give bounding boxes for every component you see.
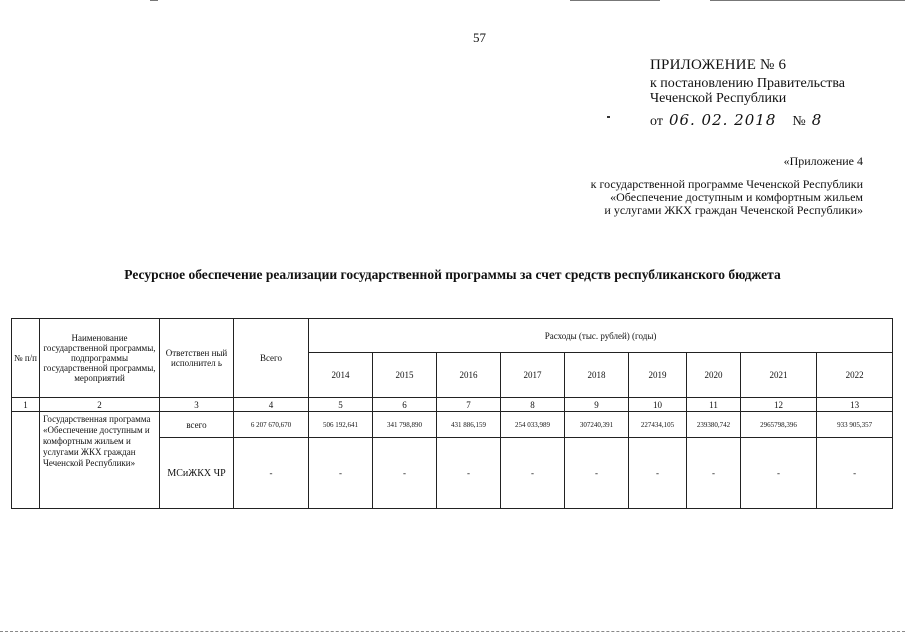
year-value: - xyxy=(817,438,893,509)
header-name: Наименование государственной программы, подпрограммы государственной программы, мероприятий xyxy=(40,319,160,398)
year-value: - xyxy=(741,438,817,509)
program-ref-line-2: к государственной программе Чеченской Республики xyxy=(590,177,863,191)
column-number: 3 xyxy=(160,398,234,412)
appendix-dateline xyxy=(650,113,845,129)
appendix-line-2: Чеченской Республики xyxy=(650,91,787,106)
column-number: 2 xyxy=(40,398,160,412)
program-ref-line-1: «Приложение 4 xyxy=(783,154,863,168)
total-value: 6 207 670,670 xyxy=(234,412,309,438)
handwritten-number: 8 xyxy=(811,111,822,129)
page-number: 57 xyxy=(473,30,486,45)
date-prefix: от xyxy=(650,114,663,129)
header-expenses: Расходы (тыс. рублей) (годы) xyxy=(309,319,893,353)
year-value: - xyxy=(309,438,373,509)
total-value: - xyxy=(234,438,309,509)
year-value: 2965798,396 xyxy=(741,412,817,438)
year-value: - xyxy=(437,438,501,509)
appendix-line-1: к постановлению Правительства xyxy=(650,76,846,91)
year-header: 2016 xyxy=(437,353,501,398)
appendix-block xyxy=(650,58,845,129)
column-number: 5 xyxy=(309,398,373,412)
scan-top-edge xyxy=(150,0,905,2)
year-header: 2015 xyxy=(373,353,437,398)
column-number: 7 xyxy=(437,398,501,412)
header-total: Всего xyxy=(234,319,309,398)
year-header: 2018 xyxy=(565,353,629,398)
year-value: 227434,105 xyxy=(629,412,687,438)
year-header: 2020 xyxy=(687,353,741,398)
year-header: 2022 xyxy=(817,353,893,398)
program-ref-line-4: и услугами ЖКХ граждан Чеченской Республики» xyxy=(604,203,863,217)
year-value: 341 798,890 xyxy=(373,412,437,438)
column-number: 11 xyxy=(687,398,741,412)
column-number: 13 xyxy=(817,398,893,412)
year-value: - xyxy=(687,438,741,509)
year-value: - xyxy=(501,438,565,509)
responsible-total: всего xyxy=(160,412,234,438)
year-header: 2019 xyxy=(629,353,687,398)
year-header: 2021 xyxy=(741,353,817,398)
responsible-ministry: МСиЖКХ ЧР xyxy=(160,438,234,509)
column-number: 1 xyxy=(12,398,40,412)
document-title: Ресурсное обеспечение реализации государственной программы за счет средств республиканского бюджета xyxy=(124,267,781,282)
program-reference xyxy=(591,155,863,217)
year-value: - xyxy=(373,438,437,509)
number-label: № xyxy=(792,114,806,129)
year-value: - xyxy=(629,438,687,509)
budget-table xyxy=(11,318,893,509)
header-responsible: Ответствен ный исполнител ь xyxy=(160,319,234,398)
column-number: 9 xyxy=(565,398,629,412)
year-value: 239380,742 xyxy=(687,412,741,438)
scan-bottom-edge xyxy=(0,631,905,634)
year-header: 2014 xyxy=(309,353,373,398)
year-value: 506 192,641 xyxy=(309,412,373,438)
year-value: 254 033,989 xyxy=(501,412,565,438)
column-number: 8 xyxy=(501,398,565,412)
year-value: 933 905,357 xyxy=(817,412,893,438)
appendix-title: ПРИЛОЖЕНИЕ № 6 xyxy=(650,57,787,73)
handwritten-date: 06. 02. 2018 xyxy=(668,111,777,129)
year-value: 431 886,159 xyxy=(437,412,501,438)
column-number: 4 xyxy=(234,398,309,412)
column-number-row xyxy=(12,398,893,412)
scan-speck xyxy=(607,116,610,118)
program-name: Государственная программа «Обеспечение доступным и комфортным жильем и услугами ЖКХ граждан Чеченской Республики» xyxy=(40,412,160,509)
row-num-cell xyxy=(12,412,40,509)
year-value: 307240,391 xyxy=(565,412,629,438)
column-number: 10 xyxy=(629,398,687,412)
column-number: 12 xyxy=(741,398,817,412)
table-row-total xyxy=(12,412,893,438)
program-ref-line-3: «Обеспечение доступным и комфортным жильем xyxy=(610,190,863,204)
year-value: - xyxy=(565,438,629,509)
header-num: № п/п xyxy=(12,319,40,398)
year-header: 2017 xyxy=(501,353,565,398)
column-number: 6 xyxy=(373,398,437,412)
